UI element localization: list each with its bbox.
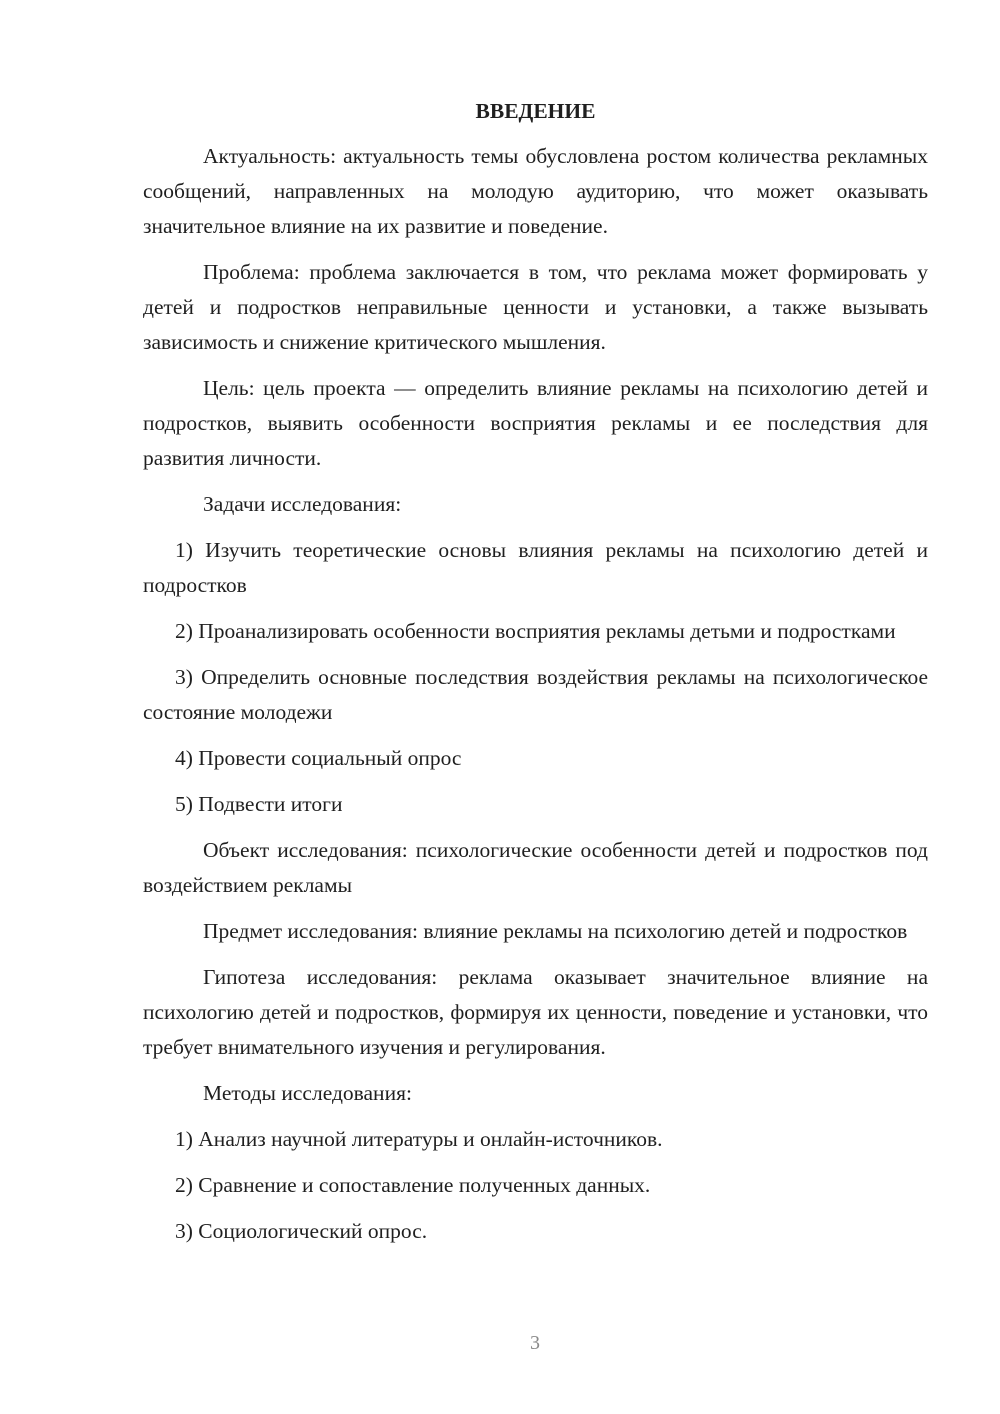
hypothesis-paragraph: Гипотеза исследования: реклама оказывает значительное влияние на психологию детей и подростков, формируя их ценности, поведение и установки, что требует внимательного изучения и регулирования. bbox=[143, 965, 928, 1059]
list-item: 3) Социологический опрос. bbox=[175, 1219, 428, 1243]
list-item: 4) Провести социальный опрос bbox=[175, 746, 462, 770]
list-item: 2) Проанализировать особенности восприятия рекламы детьми и подростками bbox=[175, 619, 896, 643]
list-item: 1) Изучить теоретические основы влияния рекламы на психологию детей и подростков bbox=[143, 538, 928, 597]
goal-paragraph: Цель: цель проекта — определить влияние рекламы на психологию детей и подростков, выявить особенности восприятия рекламы и ее последствия для развития личности. bbox=[143, 376, 928, 470]
page-title: ВВЕДЕНИЕ bbox=[475, 99, 596, 123]
tasks-heading: Задачи исследования: bbox=[203, 492, 402, 516]
tasks-list bbox=[143, 533, 928, 822]
list-item: 2) Сравнение и сопоставление полученных данных. bbox=[175, 1173, 651, 1197]
list-item: 5) Подвести итоги bbox=[175, 792, 343, 816]
problem-paragraph: Проблема: проблема заключается в том, что реклама может формировать у детей и подростков неправильные ценности и установки, а также вызывать зависимость и снижение критического мышления. bbox=[143, 260, 928, 354]
relevance-paragraph: Актуальность: актуальность темы обусловлена ростом количества рекламных сообщений, направленных на молодую аудиторию, что может оказывать значительное влияние на их развитие и поведение. bbox=[143, 144, 928, 238]
document-page bbox=[143, 94, 928, 1249]
list-item: 1) Анализ научной литературы и онлайн-источников. bbox=[175, 1127, 663, 1151]
object-paragraph: Объект исследования: психологические особенности детей и подростков под воздействием рекламы bbox=[143, 838, 928, 897]
methods-heading: Методы исследования: bbox=[203, 1081, 412, 1105]
subject-paragraph: Предмет исследования: влияние рекламы на психологию детей и подростков bbox=[203, 919, 908, 943]
list-item: 3) Определить основные последствия воздействия рекламы на психологическое состояние молодежи bbox=[143, 665, 928, 724]
methods-list bbox=[143, 1122, 928, 1249]
page-number: 3 bbox=[530, 1332, 540, 1354]
